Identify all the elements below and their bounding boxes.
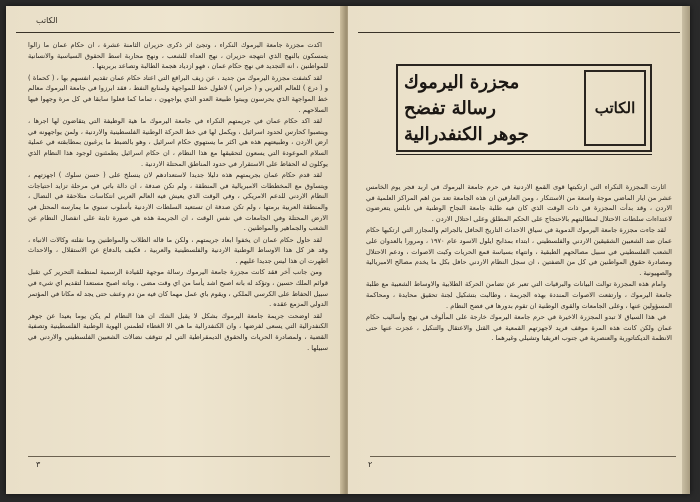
- headline: [404, 70, 576, 148]
- headline-line-3: جوهر الكنفدرالية: [404, 124, 529, 145]
- paragraph: ومن جانب آخر فقد كانت مجزرة جامعة اليرموك رسالة موجهة للقيادة الرسمية لمنظمة التحرير كي تقبل قوائم الملك حسين ، وتؤكد له بانه اصبح اشد يأسا من اي وقت مضى ، وبانه اصبح مستعدا لتقديم اي شيء في سبيل الحفاظ على الكرسي الملكي ، ويقوم باي عمل مهما كان فيه من دم وعنف حتى يجد له مكانا في المؤتمر الدولي المزمع عقده .: [28, 268, 328, 309]
- footer-rule: [370, 456, 676, 457]
- left-page: [6, 6, 344, 494]
- headline-line-2: رسالة تفضح: [404, 98, 497, 119]
- footer-rule: [28, 456, 330, 457]
- page-number: ٣: [36, 460, 41, 469]
- left-page-article-text: [28, 40, 328, 452]
- paragraph: لقد قدم حكام عمان بجريمتهم هذه دليلا جديدا لاستعدادهم لان ينسلخ على ( حسن سلوك ) اجهزتهم ، ويتساوق مع المخططات الامبريالية في المنطقة ، ولم تكن صدفة ، ان دالة باتي في مرحلة تزايد احتياجات النظام الاردني للدعم الامريكي ، وفي الوقت الذي يعيش فيه العالم العربي انتكاسات متلاحقة في النضال ، والمنطقة العربية برمتها ، ولم تكن صدفة ان تستعيد السلطات الاردنية بأسلوب سنوي ما يمارسه المحتل في الارض المحتلة وفي الجامعات في نفس الوقت ، ان الجريمة هذه هي صورة ثابتة على انفصال النظام عن الشعب والجماهير والمواطنين .: [28, 171, 328, 233]
- headline-box: [396, 64, 652, 152]
- paragraph: لقد جاءت مجزرة جامعة اليرموك الدموية في سياق الاحداث التاريخ الحافل بالجرائم والمجازر التي ارتكبها حكام عمان ضد الشعبين الشقيقين الاردني والفلسطيني ، ابتداء بمذابح ايلول الاسود عام ١٩٧٠ ، ومرورا بالعدوان على الشعب الفلسطيني في سبيل مصالحهم الطبقية ، وانتهاء بسياسة قمع الحريات وكبت الاصوات ، ودعم الاحتلال ومصادرة حقوق المواطنين في كل من الضفتين ، ان سجل النظام الاردني حافل بكل ما يخدم مصالح الامبريالية والصهيونية .: [366, 226, 672, 277]
- paragraph: اثارت المجزرة النكراء التي ارتكبتها قوى القمع الاردنية في حرم جامعة اليرموك في اربد فجر يوم الخامس عشر من ايار الماضي موجة واسعة من الاستنكار ، ومن العارفين ان هذه الجامعة تعد من اهم المراكز العلمية في الاردن ، وقد بدأت المجزرة في ذات الوقت الذي كان فيه طلبة جامعة النجاح الوطنية في نابلس يتعرضون لاعتداءات سلطات الاحتلال لمطالبتهم بالاحتجاج على الحكم المطلق وعلى احتلال الاردن .: [366, 183, 672, 223]
- running-head: الكاتب: [36, 16, 58, 25]
- headline-line-1: مجزرة اليرموك: [404, 72, 520, 93]
- right-page: [348, 6, 690, 494]
- page-number: ٢: [368, 460, 373, 469]
- magazine-spread: [6, 6, 690, 494]
- paragraph: في هذا السياق لا تبدو المجزرة الاخيرة في حرم جامعة اليرموك خارجة على المألوف في نهج وأساليب حكام عمان ولكن كانت هذه المرة موقف فريد لاجهزتهم القمعية في القتل والاعتقال والتنكيل ، عجزت عنها حتى الانظمة الديكتاتورية والعنصرية في جنوب افريقيا وتشيلي وغيرهما .: [366, 313, 672, 343]
- paragraph: لقد اوضحت جريمة جامعة اليرموك بشكل لا يقبل الشك ان هذا النظام لم يكن يوما بعيدا عن جوهر الكنفدرالية التي يسعى لفرضها ، وان الكنفدرالية ما هي الا الغطاء لطمس الهوية الوطنية الفلسطينية وتصفية القضية ، ولمصادرة الحريات والحقوق الديمقراطية التي لم تتوقف نضالات الشعبين الفلسطيني والاردني في سبيلها .: [28, 311, 328, 352]
- header-rule: [358, 32, 680, 33]
- page-edge: [682, 6, 690, 494]
- right-page-article-text: [366, 182, 672, 444]
- header-rule: [16, 32, 334, 33]
- headline-rule: [396, 154, 652, 155]
- paragraph: لقد اكد حكام عمان في جريمتهم النكراء في جامعة اليرموك ما هية الوظيفة التي يتقاضون لها اجرها ، وينصبوا كحارس لحدود اسرائيل ، ويكمل لها في خط الحركة الوطنية الفلسطينية والاردنية ، ولمن يواجهونه في ارض الاردن ، وطبيعتهم هذه هي اكثر ما يستهوي حكام اسرائيل ، وهو بالضبط ما يرغبون بمطابقته في عملية السلام الموعودة التي يسعون لتحقيقها مع هذا النظام ، ان حكام اسرائيل يطمئنون لوجود هذا النظام الذي يوكلون له الحفاظ على الاستقرار في حدود المناطق المحتلة الاردنية .: [28, 117, 328, 168]
- paragraph: لقد حاول حكام عمان ان يخفوا ابعاد جريمتهم ، ولكن ما قاله الطلاب والمواطنين وما نقلته وكالات الانباء ، وقد هز كل هذا الاوساط الوطنية الاردنية والفلسطينية والعربية ، فكيف بالدفاع عن الاستقلال ، والاحداث اظهرت ان هذا ليس جديدا عليهم .: [28, 235, 328, 265]
- logo-text: الكاتب: [594, 99, 636, 117]
- paragraph: وامام هذه المجزرة توالت البيانات والبرقيات التي تعبر عن تضامن الحركة الطلابية والاوساط الشعبية مع طلبة جامعة اليرموك ، وارتفعت الاصوات المنددة بهذه الجريمة ، وطالبت بتشكيل لجنة تحقيق محايدة ، ومحاكمة المسؤولين عنها ، وعلى الجامعات والقوى الوطنية ان تقوم بدورها في فضح النظام .: [366, 280, 672, 310]
- paragraph: اكدت مجزرة جامعة اليرموك النكراء ، وتجئ اثر ذكرى حزيران الثامنة عشرة ، ان حكام عمان ما زالوا يتمسكون بالنهج الذي انتهجه حزيران ، نهج العداء للشعب ، ونهج محاربة اسط الحقوق السياسية والانسانية للمواطنين ، انه التجديد في نهج حكام عمان ، فهو ازدياد هجمة الطالبة وتصاعد بربريتها .: [28, 41, 328, 71]
- magazine-logo: [584, 70, 646, 146]
- paragraph: لقد كشفت مجزرة اليرموك من جديد ، عن زيف البراقع التي اعتاد حكام عمان تقديم انفسهم بها ، ( كحماة ) و ( درع ) للعالم العربي و ( حراس ) لاطول خط للمواجهة ولمنابع النفط ، فقد ابرزوا في جامعة اليرموك معالم خط المواجهة الذي يحرسون ويبتوا طبيعة العدو الذي يواجهون ، تماما كما فعلوا سابقا في كل مرة وجهوا فيها السلاحهم .: [28, 73, 328, 114]
